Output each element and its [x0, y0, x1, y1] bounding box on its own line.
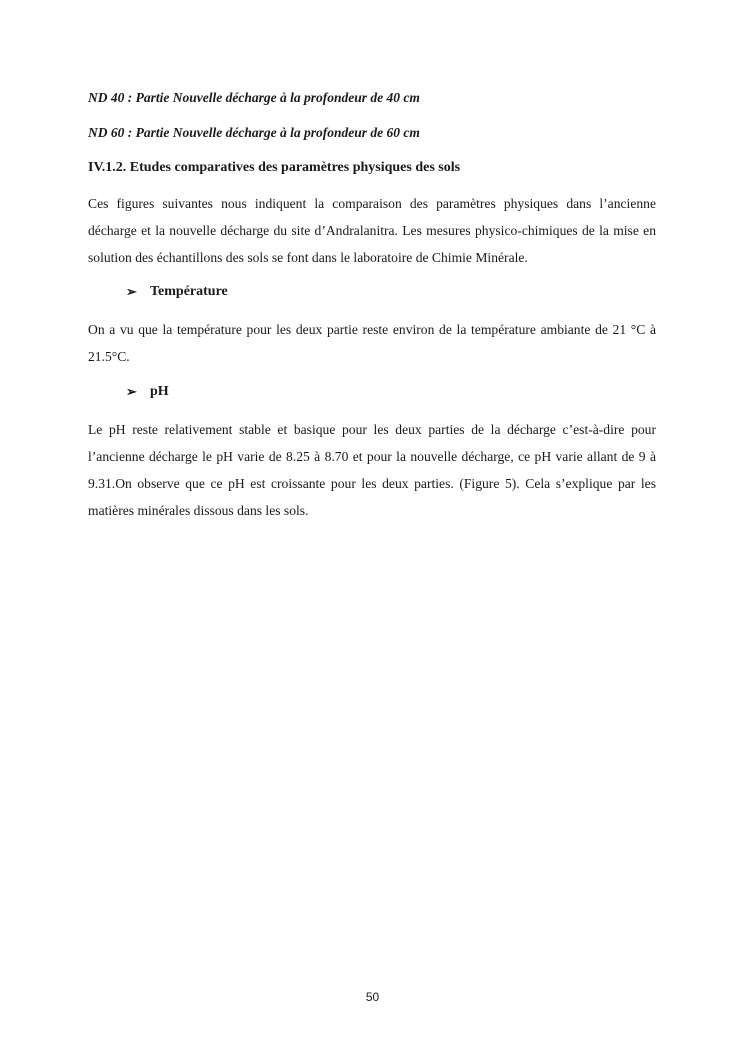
- temperature-title: Température: [150, 284, 228, 299]
- intro-paragraph: Ces figures suivantes nous indiquent la comparaison des paramètres physiques dans l’ancienne décharge et la nouvelle décharge du site d’Andralanitra. Les mesures physico-chimiques de la mise en solution des échantillons des sols se font dans le laboratoire de Chimie Minérale.: [88, 196, 656, 265]
- page-number: 50: [365, 990, 380, 1004]
- ph-title: pH: [150, 384, 169, 399]
- arrow-bullet-icon: ➢: [126, 284, 137, 299]
- legend-line-nd40: ND 40 : Partie Nouvelle décharge à la profondeur de 40 cm: [88, 90, 420, 105]
- section-heading: IV.1.2. Etudes comparatives des paramètres physiques des sols: [88, 160, 461, 175]
- temperature-bullet: [126, 284, 228, 300]
- ph-paragraph: Le pH reste relativement stable et basique pour les deux parties de la décharge c’est-à-dire pour l’ancienne décharge le pH varie de 8.25 à 8.70 et pour la nouvelle décharge, ce pH varie allant de 9 à 9.31.On observe que ce pH est croissante pour les deux parties. (Figure 5). Cela s’explique par les matières minérales dissous dans les sols.: [88, 422, 656, 518]
- ph-bullet: [126, 384, 169, 400]
- arrow-bullet-icon: ➢: [126, 384, 137, 399]
- legend-line-nd60: ND 60 : Partie Nouvelle décharge à la profondeur de 60 cm: [88, 125, 420, 140]
- temperature-paragraph: On a vu que la température pour les deux partie reste environ de la température ambiante de 21 °C à 21.5°C.: [88, 322, 656, 364]
